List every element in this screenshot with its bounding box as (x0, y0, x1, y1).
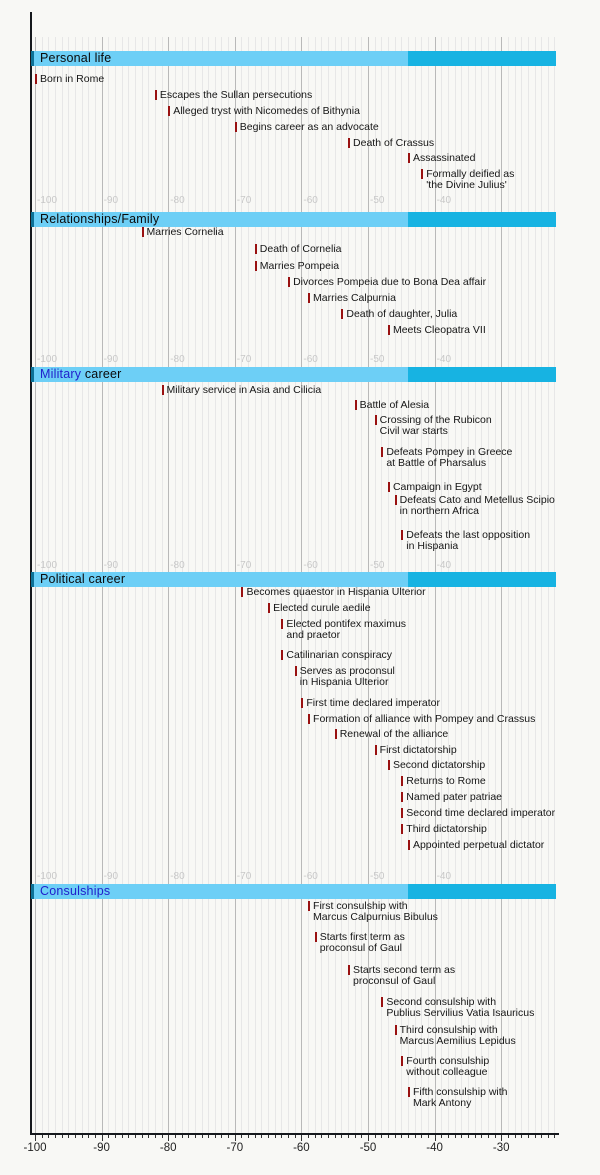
axis-tick-minor (228, 1135, 229, 1139)
event-label: Defeats the last opposition (406, 529, 531, 541)
axis-tick-minor (508, 1135, 509, 1139)
section-bar-posthumous (408, 367, 556, 382)
axis-tick-minor (308, 1135, 309, 1139)
event-label: Fourth consulship (406, 1055, 490, 1067)
section-title-text: Personal life (40, 51, 112, 65)
event-tick (388, 760, 390, 770)
section-axis-label: -60 (303, 354, 318, 365)
event-label: Appointed perpetual dictator (412, 839, 545, 851)
section-axis-label: -90 (103, 354, 119, 365)
event-tick (288, 277, 290, 287)
axis-tick-minor (248, 1135, 249, 1139)
event-tick (281, 650, 283, 660)
section-axis-label: -40 (436, 871, 452, 882)
event-label: Death of Cornelia (259, 243, 342, 255)
event-label: Campaign in Egypt (392, 481, 482, 493)
event-label: Assassinated (412, 152, 476, 164)
event-label: in Hispania Ulterior (299, 675, 389, 688)
event-tick (355, 400, 357, 410)
axis-tick-minor (241, 1135, 242, 1139)
event-tick (381, 447, 383, 457)
event-tick (308, 293, 310, 303)
section-axis-label: -100 (37, 354, 58, 365)
axis-tick-minor (328, 1135, 329, 1139)
axis-tick-minor (268, 1135, 269, 1139)
axis-tick-minor (481, 1135, 482, 1139)
event-label: without colleague (406, 1065, 488, 1078)
axis-tick-minor (188, 1135, 189, 1139)
axis-label: -80 (159, 1142, 177, 1154)
event-tick (401, 824, 403, 834)
section-axis-label: -90 (103, 195, 119, 206)
event-tick (241, 587, 243, 597)
event-tick (315, 932, 317, 942)
event-label: Serves as proconsul (299, 665, 395, 677)
axis-tick-minor (488, 1135, 489, 1139)
event-tick (388, 325, 390, 335)
axis-tick-minor (361, 1135, 362, 1139)
event-label: Formally deified as (426, 168, 515, 180)
event-label: at Battle of Pharsalus (386, 456, 487, 469)
section-axis-label: -80 (170, 195, 185, 206)
axis-tick-minor (48, 1135, 49, 1139)
axis-tick-minor (528, 1135, 529, 1139)
event-tick (142, 227, 144, 237)
axis-tick-major (501, 1135, 502, 1141)
axis-tick-minor (55, 1135, 56, 1139)
event-tick (235, 122, 237, 132)
axis-tick-major (168, 1135, 169, 1141)
event-tick (395, 1025, 397, 1035)
event-tick (348, 138, 350, 148)
event-tick (155, 90, 157, 100)
section-axis-label: -40 (436, 560, 452, 571)
event-label: proconsul of Gaul (319, 941, 403, 954)
section-axis-label: -70 (236, 354, 252, 365)
event-label: Begins career as an advocate (239, 121, 379, 133)
event-label: Publius Servilius Vatia Isauricus (386, 1006, 535, 1019)
axis-tick-minor (341, 1135, 342, 1139)
event-label: in Hispania (406, 539, 459, 552)
axis-tick-minor (401, 1135, 402, 1139)
axis-tick-minor (128, 1135, 129, 1139)
axis-tick-minor (448, 1135, 449, 1139)
event-label: Second consulship with (386, 996, 497, 1008)
event-label: Starts first term as (319, 931, 405, 943)
axis-tick-minor (115, 1135, 116, 1139)
event-label: Battle of Alesia (359, 399, 430, 411)
section-bar-posthumous (408, 572, 556, 587)
axis-tick-minor (288, 1135, 289, 1139)
axis-tick-minor (348, 1135, 349, 1139)
event-label: Defeats Cato and Metellus Scipio (399, 494, 555, 506)
axis-tick-minor (82, 1135, 83, 1139)
axis-tick-minor (62, 1135, 63, 1139)
axis-tick-major (301, 1135, 302, 1141)
axis-label: -70 (226, 1142, 244, 1154)
section-title-text: career (81, 367, 122, 381)
section-title (40, 368, 122, 381)
event-label: Third dictatorship (406, 823, 487, 835)
axis-tick-minor (208, 1135, 209, 1139)
event-tick (408, 153, 410, 163)
event-tick (395, 495, 397, 505)
event-label: Catilinarian conspiracy (286, 649, 393, 661)
event-tick (348, 965, 350, 975)
axis-tick-minor (521, 1135, 522, 1139)
event-label: Fifth consulship with (412, 1086, 508, 1098)
axis-tick-minor (215, 1135, 216, 1139)
event-tick (162, 385, 164, 395)
event-tick (301, 698, 303, 708)
event-label: and praetor (286, 628, 341, 641)
event-tick (268, 603, 270, 613)
axis-label: -100 (23, 1142, 47, 1154)
event-label: Meets Cleopatra VII (392, 324, 486, 336)
event-tick (375, 415, 377, 425)
axis-tick-minor (202, 1135, 203, 1139)
section-axis-label: -80 (170, 871, 185, 882)
event-tick (375, 745, 377, 755)
event-label: Marries Cornelia (146, 226, 224, 238)
event-tick (281, 619, 283, 629)
axis-tick-minor (554, 1135, 555, 1139)
section-title-link-text[interactable]: Military (40, 367, 82, 381)
axis-tick-minor (155, 1135, 156, 1139)
event-tick (401, 776, 403, 786)
axis-tick-minor (408, 1135, 409, 1139)
event-tick (341, 309, 343, 319)
event-label: Mark Antony (412, 1096, 472, 1109)
event-label: Alleged tryst with Nicomedes of Bithynia (173, 105, 360, 117)
axis-tick-major (368, 1135, 369, 1141)
event-label: Divorces Pompeia due to Bona Dea affair (293, 276, 487, 288)
section-axis-label: -50 (370, 560, 385, 571)
event-label: Elected pontifex maximus (286, 618, 407, 630)
section-title (40, 213, 159, 226)
axis-tick-minor (148, 1135, 149, 1139)
event-label: Born in Rome (40, 73, 105, 85)
event-label: Civil war starts (379, 424, 448, 437)
axis-tick-minor (428, 1135, 429, 1139)
section-title-text: Political career (40, 572, 126, 586)
section-axis-label: -90 (103, 871, 119, 882)
event-tick (255, 261, 257, 271)
event-label: Third consulship with (399, 1024, 498, 1036)
axis-tick-minor (95, 1135, 96, 1139)
axis-tick-minor (75, 1135, 76, 1139)
event-label: Marries Calpurnia (313, 292, 396, 304)
event-tick (401, 792, 403, 802)
event-label: Marries Pompeia (259, 260, 340, 272)
axis-tick-minor (142, 1135, 143, 1139)
axis-tick-minor (195, 1135, 196, 1139)
event-label: Renewal of the alliance (339, 728, 449, 740)
section-title (40, 573, 125, 586)
event-tick (408, 840, 410, 850)
axis-tick-minor (535, 1135, 536, 1139)
event-tick (401, 808, 403, 818)
event-tick (35, 74, 37, 84)
event-tick (388, 482, 390, 492)
event-label: Starts second term as (353, 964, 456, 976)
section-bar-posthumous (408, 212, 556, 227)
axis-tick-minor (475, 1135, 476, 1139)
axis-tick-minor (415, 1135, 416, 1139)
event-label: Formation of alliance with Pompey and Crassus (313, 713, 536, 725)
axis-tick-minor (441, 1135, 442, 1139)
axis-tick-minor (461, 1135, 462, 1139)
event-label: in northern Africa (399, 504, 480, 517)
axis-tick-minor (315, 1135, 316, 1139)
axis-tick-minor (275, 1135, 276, 1139)
event-label: Crossing of the Rubicon (379, 414, 492, 426)
event-label: Death of Crassus (353, 137, 435, 149)
event-label: Death of daughter, Julia (346, 308, 458, 320)
axis-tick-minor (455, 1135, 456, 1139)
event-tick (381, 997, 383, 1007)
event-label: Named pater patriae (406, 791, 503, 803)
event-label: Escapes the Sullan persecutions (159, 89, 313, 101)
axis-tick-minor (321, 1135, 322, 1139)
axis-tick-minor (122, 1135, 123, 1139)
axis-tick-minor (175, 1135, 176, 1139)
section-axis-label: -70 (236, 560, 252, 571)
section-axis-label: -50 (370, 195, 385, 206)
axis-tick-minor (548, 1135, 549, 1139)
axis-tick-major (35, 1135, 36, 1141)
event-label: Elected curule aedile (273, 602, 371, 614)
section-title-text: Relationships/Family (40, 212, 160, 226)
axis-tick-minor (541, 1135, 542, 1139)
axis-tick-major (235, 1135, 236, 1141)
section-title (40, 52, 111, 65)
event-label: Second time declared imperator (406, 807, 556, 819)
axis-label: -30 (492, 1142, 510, 1154)
event-label: proconsul of Gaul (353, 974, 436, 987)
section-axis-label: -70 (236, 195, 252, 206)
event-label: Second dictatorship (392, 759, 486, 771)
event-label: Marcus Calpurnius Bibulus (313, 910, 438, 923)
axis-tick-minor (182, 1135, 183, 1139)
axis-tick-minor (468, 1135, 469, 1139)
axis-label: -60 (293, 1142, 310, 1154)
section-axis-label: -40 (436, 354, 452, 365)
axis-tick-minor (108, 1135, 109, 1139)
axis-tick-minor (295, 1135, 296, 1139)
axis-tick-minor (388, 1135, 389, 1139)
event-label: Defeats Pompey in Greece (386, 446, 513, 458)
axis-label: -50 (359, 1142, 377, 1154)
section-axis-label: -60 (303, 560, 318, 571)
section-axis-label: -50 (370, 354, 385, 365)
section-axis-label: -70 (236, 871, 252, 882)
event-label: First dictatorship (379, 744, 457, 756)
event-tick (308, 714, 310, 724)
axis-tick-minor (355, 1135, 356, 1139)
axis-tick-minor (515, 1135, 516, 1139)
axis-tick-minor (162, 1135, 163, 1139)
event-tick (168, 106, 170, 116)
event-label: Becomes quaestor in Hispania Ulterior (246, 586, 426, 598)
section-axis-label: -60 (303, 195, 318, 206)
axis-tick-minor (68, 1135, 69, 1139)
section-title-link-text[interactable]: Consulships (40, 884, 111, 898)
axis-tick-minor (381, 1135, 382, 1139)
section-axis-label: -90 (103, 560, 119, 571)
axis-tick-major (435, 1135, 436, 1141)
axis-tick-minor (135, 1135, 136, 1139)
axis-tick-minor (221, 1135, 222, 1139)
event-tick (335, 729, 337, 739)
event-tick (308, 901, 310, 911)
event-tick (421, 169, 423, 179)
event-label: First consulship with (313, 900, 408, 912)
section-axis-label: -100 (37, 871, 58, 882)
section-bar-posthumous (408, 51, 556, 66)
section-axis-label: -80 (170, 354, 185, 365)
event-tick (401, 530, 403, 540)
event-tick (255, 244, 257, 254)
section-axis-label: -100 (37, 560, 58, 571)
axis-tick-minor (335, 1135, 336, 1139)
axis-tick-minor (375, 1135, 376, 1139)
section-title (40, 885, 110, 898)
event-tick (295, 666, 297, 676)
axis-label: -90 (93, 1142, 110, 1154)
axis-tick-minor (281, 1135, 282, 1139)
section-axis-label: -60 (303, 871, 318, 882)
event-tick (401, 1056, 403, 1066)
axis-tick-minor (261, 1135, 262, 1139)
event-label: Returns to Rome (406, 775, 486, 787)
event-label: 'the Divine Julius' (426, 178, 507, 191)
event-label: First time declared imperator (306, 697, 441, 709)
axis-tick-minor (255, 1135, 256, 1139)
axis-tick-minor (88, 1135, 89, 1139)
axis-tick-minor (395, 1135, 396, 1139)
axis-tick-minor (42, 1135, 43, 1139)
event-label: Military service in Asia and Cilicia (166, 384, 322, 396)
axis-tick-minor (495, 1135, 496, 1139)
event-tick (408, 1087, 410, 1097)
axis-tick-minor (421, 1135, 422, 1139)
section-bar-posthumous (408, 884, 556, 899)
axis-tick-major (102, 1135, 103, 1141)
section-axis-label: -40 (436, 195, 452, 206)
axis-label: -40 (426, 1142, 443, 1154)
event-label: Marcus Aemilius Lepidus (399, 1034, 516, 1047)
section-axis-label: -80 (170, 560, 185, 571)
section-axis-label: -100 (37, 195, 58, 206)
section-axis-label: -50 (370, 871, 385, 882)
